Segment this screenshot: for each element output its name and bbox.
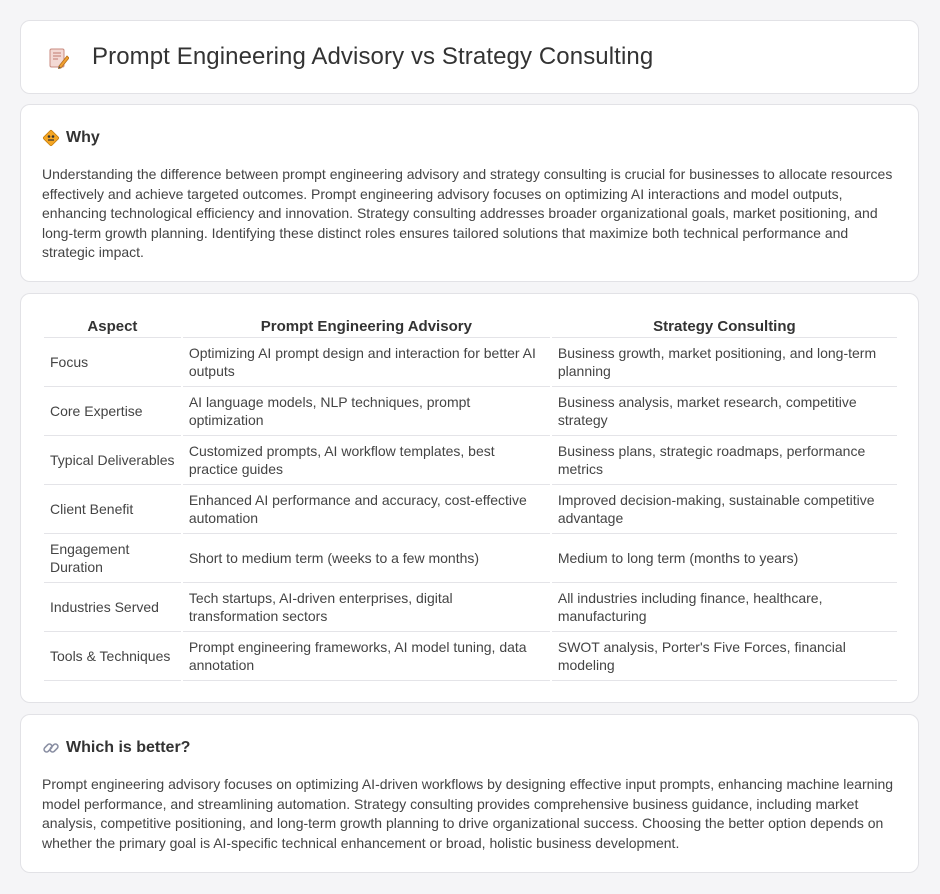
table-header-row — [44, 316, 897, 338]
table-row — [44, 338, 897, 387]
why-heading-row — [42, 127, 100, 149]
page-title: Prompt Engineering Advisory vs Strategy Consulting — [92, 43, 654, 70]
title-card — [20, 20, 919, 94]
better-text: Prompt engineering advisory focuses on optimizing AI-driven workflows by designing effective input prompts, enhancing machine learning model performance, and streamlining automation. Strategy consulting provides comprehensive business guidance, including market analysis, competitive positioning, and long-term growth planning to drive organizational success. Choosing the better option depends on whether the primary goal is AI-specific technical enhancement or broad, holistic business development. — [42, 776, 894, 851]
better-heading-row — [42, 737, 190, 759]
table-row — [44, 436, 897, 485]
warning-sign-icon — [42, 129, 60, 147]
strategy-consulting-cell: All industries including finance, healthcare, manufacturing — [552, 583, 897, 632]
header-strategy-consulting: Strategy Consulting — [552, 316, 897, 338]
link-icon — [42, 739, 60, 757]
prompt-engineering-cell: Prompt engineering frameworks, AI model tuning, data annotation — [183, 632, 550, 681]
header-prompt-engineering: Prompt Engineering Advisory — [183, 316, 550, 338]
aspect-cell: Industries Served — [44, 583, 181, 632]
prompt-engineering-cell: Optimizing AI prompt design and interaction for better AI outputs — [183, 338, 550, 387]
strategy-consulting-cell: Business growth, market positioning, and long-term planning — [552, 338, 897, 387]
strategy-consulting-cell: SWOT analysis, Porter's Five Forces, financial modeling — [552, 632, 897, 681]
prompt-engineering-cell: Customized prompts, AI workflow templates, best practice guides — [183, 436, 550, 485]
aspect-cell: Core Expertise — [44, 387, 181, 436]
prompt-engineering-cell: Short to medium term (weeks to a few months) — [183, 534, 550, 583]
why-section — [20, 104, 919, 282]
prompt-engineering-cell: Tech startups, AI-driven enterprises, digital transformation sectors — [183, 583, 550, 632]
which-is-better-section — [20, 714, 919, 873]
aspect-cell: Engagement Duration — [44, 534, 181, 583]
table-row — [44, 583, 897, 632]
table-row — [44, 387, 897, 436]
aspect-cell: Client Benefit — [44, 485, 181, 534]
why-text: Understanding the difference between prompt engineering advisory and strategy consulting is crucial for businesses to allocate resources effectively and achieve targeted outcomes. Prompt engineering advisory focuses on optimizing AI interactions and model outputs, enhancing technological efficiency and innovation. Strategy consulting addresses broader organizational goals, market positioning, and long-term growth planning. Identifying these distinct roles ensures tailored solutions that maximize both technical performance and strategic impact. — [42, 166, 893, 260]
aspect-cell: Focus — [44, 338, 181, 387]
aspect-cell: Typical Deliverables — [44, 436, 181, 485]
why-heading: Why — [66, 129, 100, 146]
prompt-engineering-cell: Enhanced AI performance and accuracy, cost-effective automation — [183, 485, 550, 534]
comparison-section — [20, 293, 919, 703]
aspect-cell: Tools & Techniques — [44, 632, 181, 681]
header-aspect: Aspect — [44, 316, 181, 338]
strategy-consulting-cell: Medium to long term (months to years) — [552, 534, 897, 583]
strategy-consulting-cell: Business analysis, market research, competitive strategy — [552, 387, 897, 436]
better-heading: Which is better? — [66, 739, 191, 756]
comparison-table — [42, 316, 899, 681]
table-row — [44, 485, 897, 534]
table-row — [44, 632, 897, 681]
table-row — [44, 534, 897, 583]
memo-icon — [47, 47, 69, 69]
strategy-consulting-cell: Business plans, strategic roadmaps, performance metrics — [552, 436, 897, 485]
prompt-engineering-cell: AI language models, NLP techniques, prompt optimization — [183, 387, 550, 436]
strategy-consulting-cell: Improved decision-making, sustainable competitive advantage — [552, 485, 897, 534]
